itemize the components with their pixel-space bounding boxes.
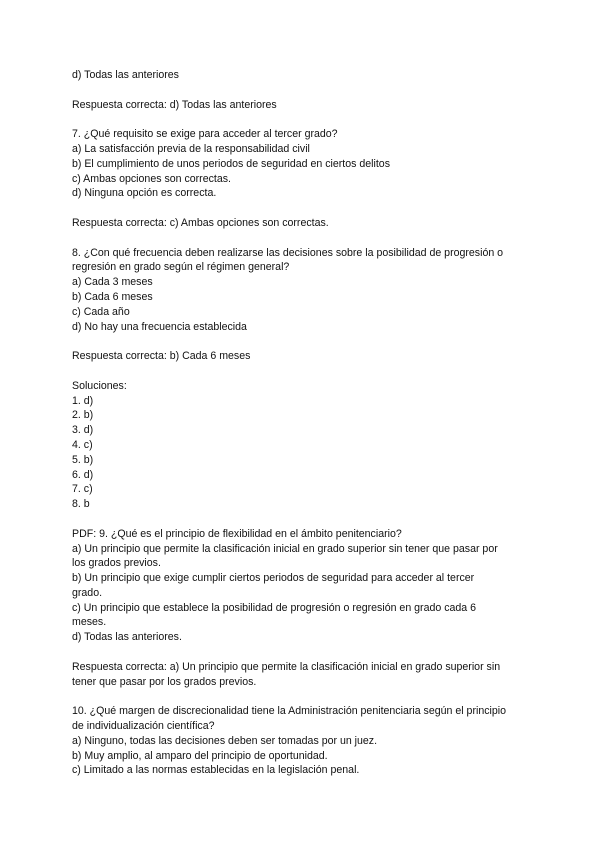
option-text: c) Ambas opciones son correctas. [72, 172, 231, 185]
option-text: d) Ninguna opción es correcta. [72, 187, 217, 200]
correct-answer-text: Respuesta correcta: b) Cada 6 meses [72, 350, 251, 363]
option-text: d) Todas las anteriores [72, 69, 179, 81]
question-text: PDF: 9. ¿Qué es el principio de flexibilidad en el ámbito penitenciario? [72, 527, 402, 540]
option-text: b) Muy amplio, al amparo del principio de oportunidad. [72, 749, 328, 762]
option-text: a) Ninguno, todas las decisiones deben ser tomadas por un juez. [72, 734, 378, 747]
correct-answer-text: tener que pasar por los grados previos. [72, 675, 257, 688]
solution-item: 6. d) [72, 468, 94, 481]
option-text: d) Todas las anteriores. [72, 631, 182, 644]
solutions-list [72, 379, 560, 512]
option-text: a) La satisfacción previa de la responsabilidad civil [72, 142, 310, 155]
option-text: grado. [72, 586, 103, 599]
question-text: 8. ¿Con qué frecuencia deben realizarse las decisiones sobre la posibilidad de progresión o [72, 246, 504, 259]
question-7 [72, 127, 560, 201]
solution-item: 8. b [72, 498, 90, 511]
option-text: c) Un principio que establece la posibilidad de progresión o regresión en grado cada 6 [72, 601, 476, 614]
solution-item: 1. d) [72, 394, 94, 407]
correct-answer-text: Respuesta correcta: d) Todas las anteriores [72, 98, 277, 111]
solution-item: 5. b) [72, 453, 94, 466]
option-text: b) El cumplimiento de unos periodos de seguridad en ciertos delitos [72, 157, 390, 170]
solutions-title: Soluciones: [72, 379, 127, 392]
answer-block [72, 349, 560, 364]
question-9 [72, 527, 560, 645]
question-text: 10. ¿Qué margen de discrecionalidad tiene la Administración penitenciaria según el principio [72, 705, 507, 718]
answer-block [72, 216, 560, 231]
option-text: b) Un principio que exige cumplir ciertos periodos de seguridad para acceder al tercer [72, 572, 475, 585]
option-text: b) Cada 6 meses [72, 290, 153, 303]
answer-block [72, 660, 560, 690]
solution-item: 4. c) [72, 438, 93, 451]
option-text: d) No hay una frecuencia establecida [72, 320, 247, 333]
question-text: 7. ¿Qué requisito se exige para acceder al tercer grado? [72, 128, 338, 141]
question-text: regresión en grado según el régimen general? [72, 261, 290, 274]
solution-item: 2. b) [72, 409, 94, 422]
option-text: meses. [72, 616, 107, 629]
correct-answer-text: Respuesta correcta: a) Un principio que permite la clasificación inicial en grado superior sin [72, 660, 501, 673]
correct-answer-text: Respuesta correcta: c) Ambas opciones son correctas. [72, 216, 329, 229]
option-text: a) Un principio que permite la clasificación inicial en grado superior sin tener que pasar por [72, 542, 498, 555]
previous-question-tail [72, 68, 560, 83]
option-text: c) Limitado a las normas establecidas en la legislación penal. [72, 764, 360, 777]
question-8 [72, 246, 560, 335]
answer-block [72, 98, 560, 113]
option-text: c) Cada año [72, 305, 130, 318]
option-text: a) Cada 3 meses [72, 276, 153, 289]
question-text: de individualización científica? [72, 720, 215, 733]
question-10 [72, 704, 560, 778]
solution-item: 3. d) [72, 424, 94, 437]
solution-item: 7. c) [72, 483, 93, 496]
option-text: los grados previos. [72, 557, 161, 570]
